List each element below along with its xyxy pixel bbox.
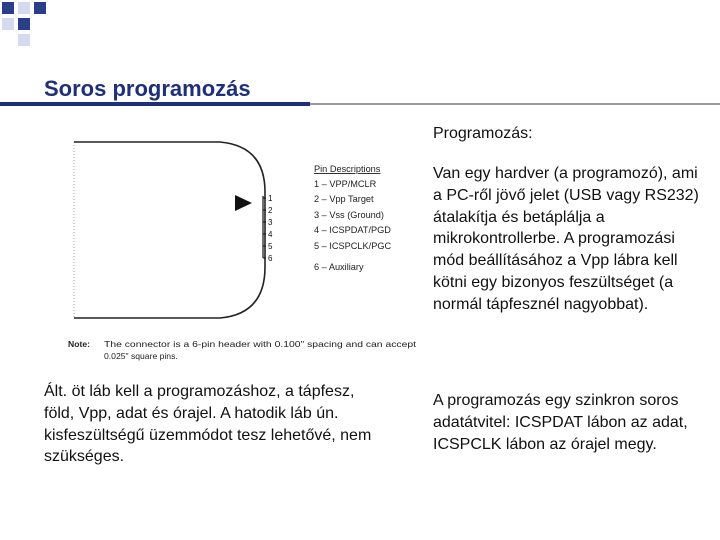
- corner-square: [18, 2, 30, 14]
- pin-descriptions-heading: Pin Descriptions: [314, 164, 381, 174]
- pin-description: 1 – VPP/MCLR: [314, 179, 377, 189]
- right-heading: Programozás:: [433, 125, 533, 142]
- pin-number: 5: [268, 242, 273, 251]
- connector-diagram-svg: [60, 132, 420, 368]
- note-label: Note:: [68, 339, 90, 349]
- corner-square: [2, 18, 14, 30]
- pin-description: 2 – Vpp Target: [314, 194, 374, 204]
- corner-square: [2, 2, 14, 14]
- pin-number: 1: [268, 194, 273, 203]
- left-paragraph: Ált. öt láb kell a programozáshoz, a tápfesz, föld, Vpp, adat és órajel. A hatodik láb ún. kisfeszültségű üzemmódot tesz lehetővé, nem szükséges.: [44, 383, 372, 466]
- slide-title: Soros programozás: [44, 76, 251, 101]
- connector-outline: [74, 142, 265, 318]
- pin-description: 5 – ICSPCLK/PGC: [314, 241, 392, 251]
- right-paragraph-1: Van egy hardver (a programozó), ami a PC-ről jövő jelet (USB vagy RS232) átalakítja és betáplálja a mikrokontrollerbe. A programozási mód beállításához a Vpp lábra kell kötni egy bizonyos feszültséget (a normál tápfesznél nagyobbat).: [433, 165, 699, 313]
- pin-number: 4: [268, 230, 273, 239]
- right-paragraph-2: A programozás egy szinkron soros adatátvitel: ICSPDAT lábon az adat, ICSPCLK lábon az órajel megy.: [433, 392, 688, 453]
- pin-number: 2: [268, 206, 273, 215]
- corner-square: [18, 34, 30, 46]
- note-text: The connector is a 6-pin header with 0.100" spacing and can accept: [104, 339, 417, 349]
- connector-diagram: [60, 132, 420, 368]
- corner-square: [18, 18, 30, 30]
- corner-square: [34, 2, 46, 14]
- pin-description: 6 – Auxiliary: [314, 262, 364, 272]
- pin-number: 6: [268, 254, 273, 263]
- pin-description: 3 – Vss (Ground): [314, 210, 384, 220]
- note-text: 0.025" square pins.: [104, 351, 178, 361]
- pin-number: 3: [268, 218, 273, 227]
- pin-description: 4 – ICSPDAT/PGD: [314, 225, 391, 235]
- title-accent-bar: [0, 102, 310, 106]
- pin1-arrow-icon: [235, 195, 252, 211]
